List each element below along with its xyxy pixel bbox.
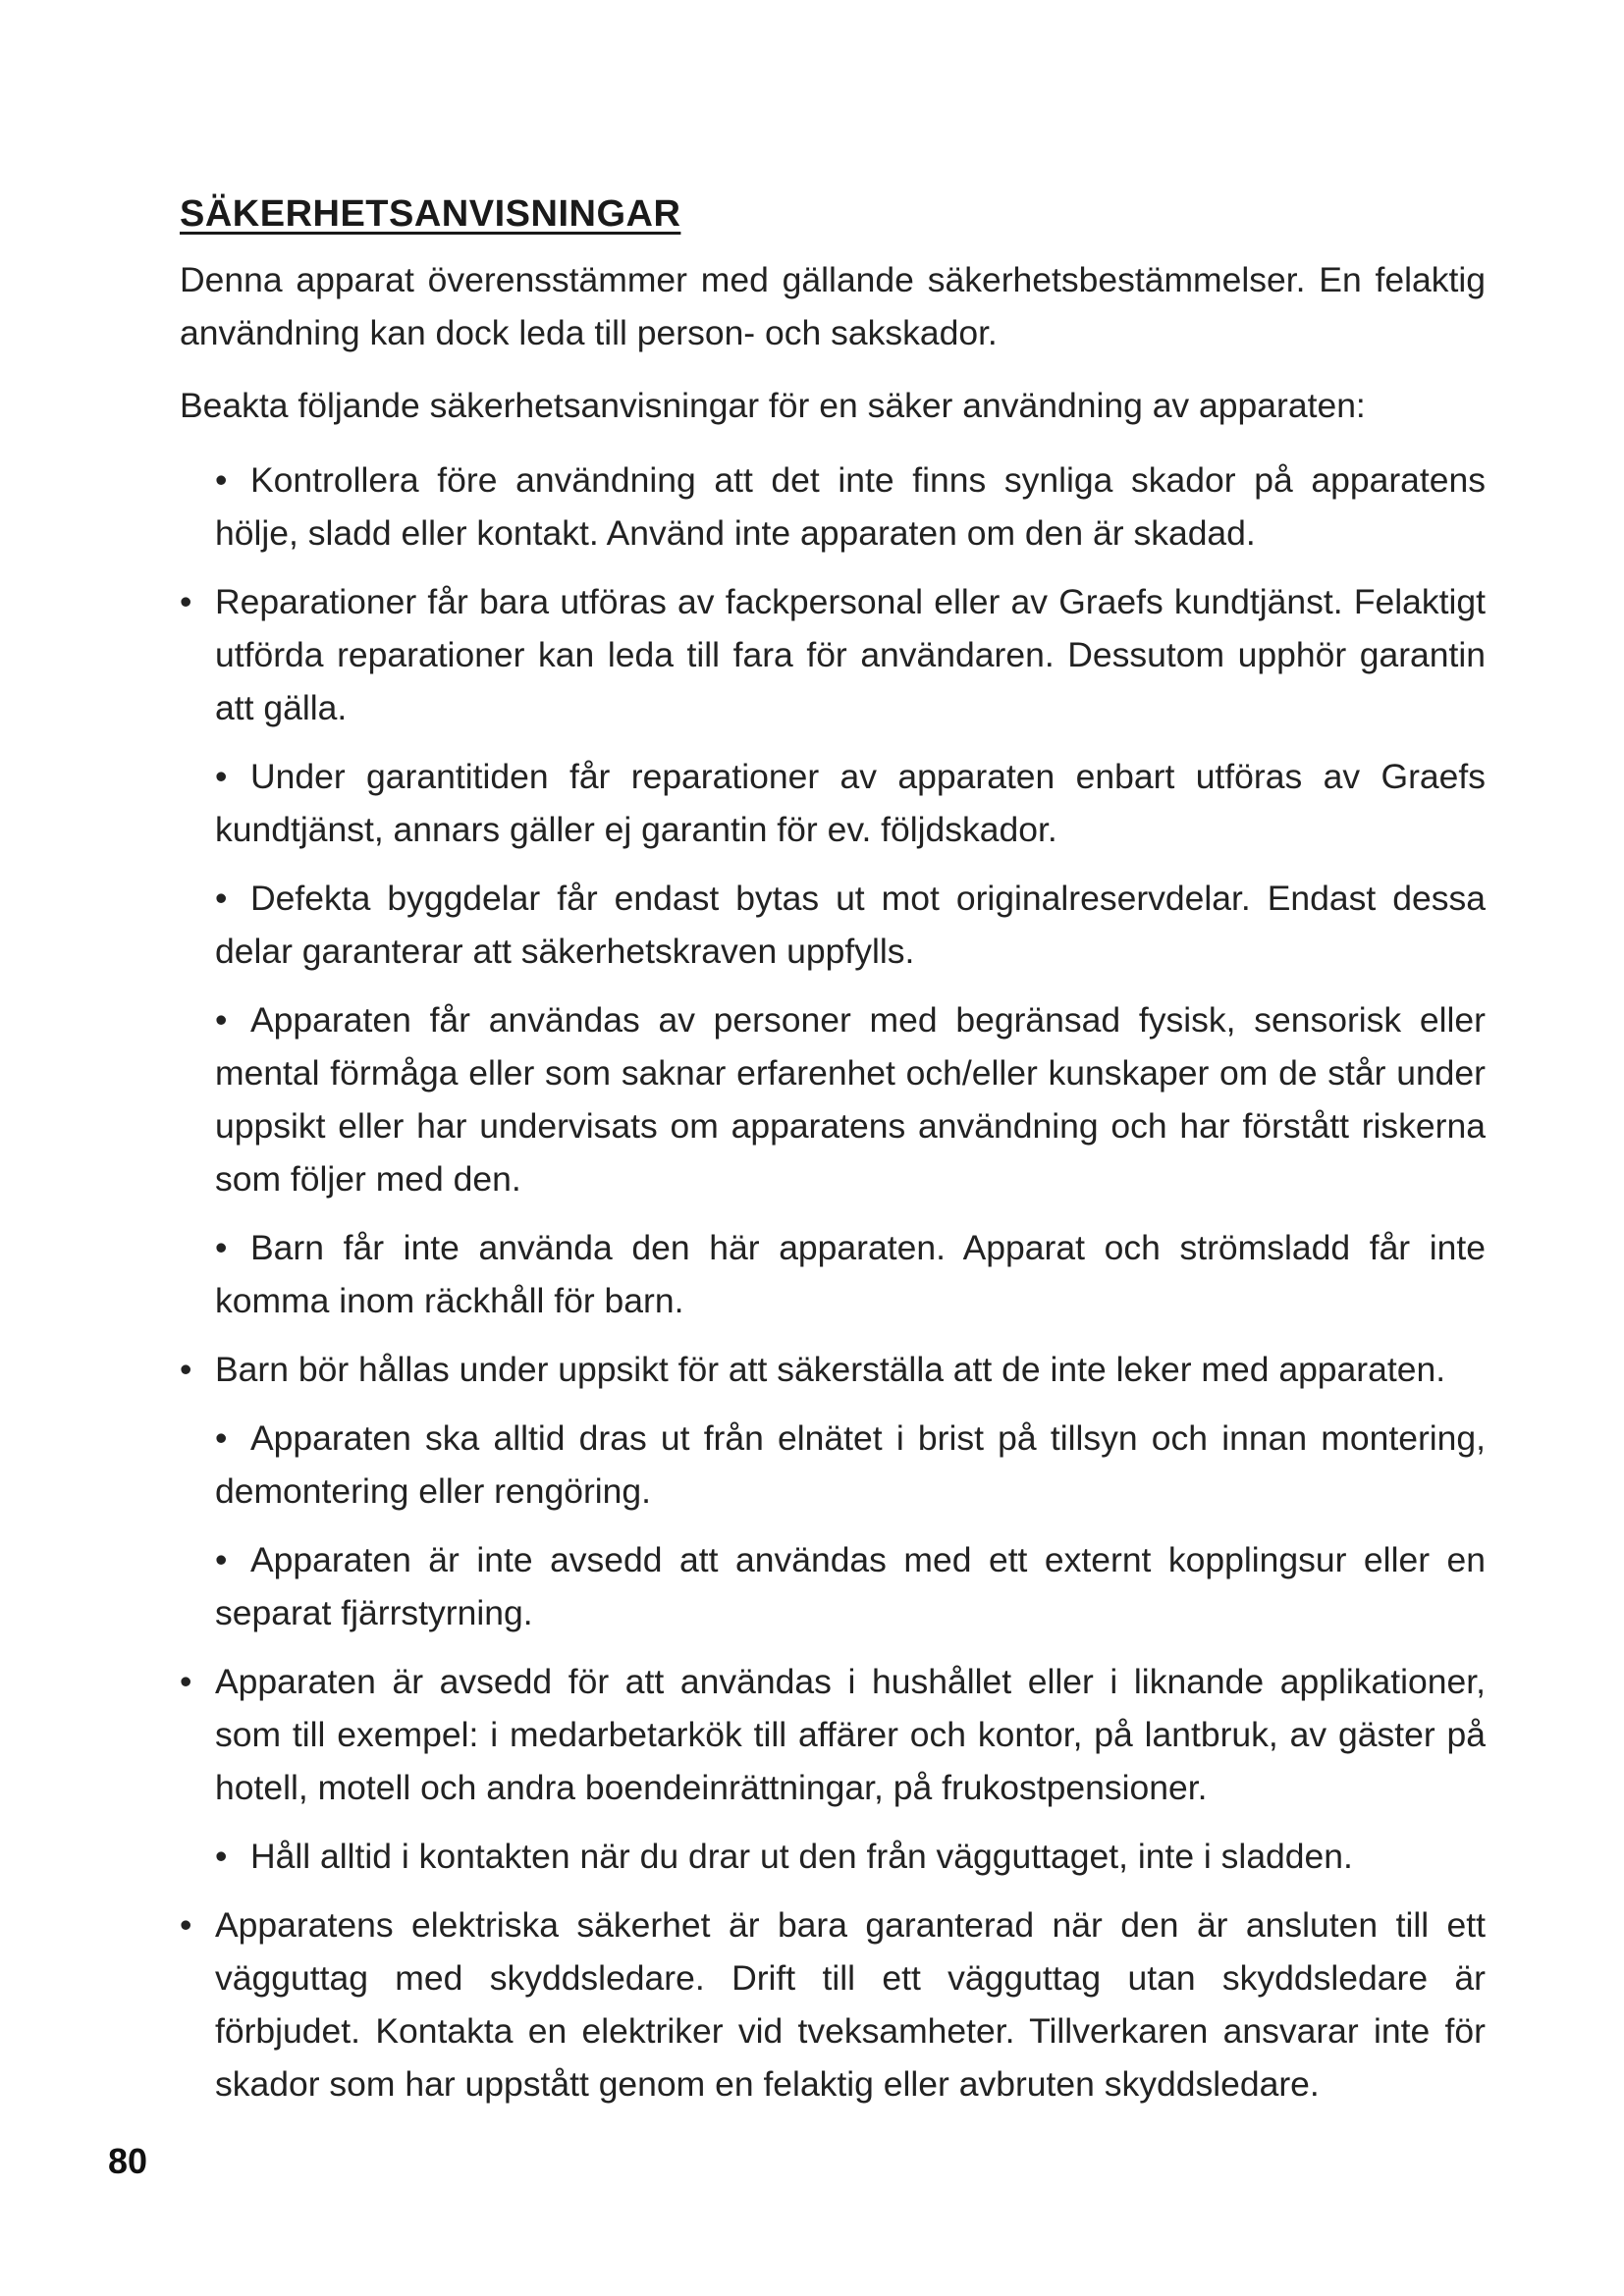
bullet-icon: •: [215, 1228, 228, 1267]
bullet-icon: •: [215, 1418, 228, 1458]
safety-item-text: Barn får inte använda den här apparaten. Apparat och strömsladd får inte komma inom räckhåll för barn.: [215, 1228, 1486, 1320]
safety-item-6: [180, 1221, 1486, 1327]
bullet-icon: •: [180, 1662, 192, 1701]
safety-item-text: Apparatens elektriska säkerhet är bara garanterad när den är ansluten till ett vägguttag med skyddsledare. Drift till ett vägguttag utan skyddsledare är förbjudet. Kontakta en elektriker vid tveksamheter. Tillverkaren ansvarar inte för skador som har uppstått genom en felaktig eller avbruten skyddsledare.: [215, 1905, 1486, 2104]
bullet-icon: •: [215, 879, 228, 918]
safety-item-text: Reparationer får bara utföras av fackpersonal eller av Graefs kundtjänst. Felaktigt utförda reparationer kan leda till fara för användaren. Dessutom upphör garantin att gälla.: [215, 582, 1486, 727]
safety-item-text: Håll alltid i kontakten när du drar ut den från vägguttaget, inte i sladden.: [250, 1837, 1353, 1876]
safety-item-text: Barn bör hållas under uppsikt för att säkerställa att de inte leker med apparaten.: [215, 1350, 1446, 1389]
section-heading: SÄKERHETSANVISNINGAR: [180, 193, 681, 235]
intro-paragraph-2: Beakta följande säkerhetsanvisningar för en säker användning av apparaten:: [180, 386, 1366, 425]
safety-item-10: [180, 1655, 1486, 1814]
bullet-icon: •: [215, 757, 228, 796]
safety-item-text: Apparaten är inte avsedd att användas med ett externt kopplingsur eller en separat fjärrstyrning.: [215, 1540, 1486, 1632]
safety-content: [180, 253, 1486, 2126]
safety-item-7: [180, 1343, 1486, 1396]
safety-item-8: [180, 1412, 1486, 1518]
safety-item-text: Kontrollera före användning att det inte finns synliga skador på apparatens hölje, sladd eller kontakt. Använd inte apparaten om den är skadad.: [215, 460, 1486, 553]
safety-item-5: [180, 993, 1486, 1205]
safety-item-2: [180, 575, 1486, 734]
safety-item-11: [180, 1830, 1486, 1883]
intro-paragraph-1: Denna apparat överensstämmer med gällande säkerhetsbestämmelser. En felaktig användning kan dock leda till person- och sakskador.: [180, 260, 1486, 352]
bullet-icon: •: [215, 460, 228, 500]
safety-item-text: Defekta byggdelar får endast bytas ut mot originalreservdelar. Endast dessa delar garanterar att säkerhetskraven uppfylls.: [215, 879, 1486, 971]
bullet-icon: •: [180, 1350, 192, 1389]
safety-item-4: [180, 872, 1486, 978]
safety-item-text: Apparaten får användas av personer med begränsad fysisk, sensorisk eller mental förmåga eller som saknar erfarenhet och/eller kunskaper om de står under uppsikt eller har undervisats om apparatens användning och har förstått riskerna som följer med den.: [215, 1000, 1486, 1199]
bullet-icon: •: [180, 1905, 192, 1945]
safety-item-9: [180, 1533, 1486, 1639]
safety-item-3: [180, 750, 1486, 856]
bullet-icon: •: [180, 582, 192, 621]
safety-item-text: Apparaten ska alltid dras ut från elnätet i brist på tillsyn och innan montering, demontering eller rengöring.: [215, 1418, 1486, 1511]
safety-item-1: [180, 454, 1486, 560]
bullet-icon: •: [215, 1837, 228, 1876]
page-number: 80: [108, 2141, 148, 2181]
bullet-icon: •: [215, 1540, 228, 1579]
bullet-icon: •: [215, 1000, 228, 1040]
safety-item-12: [180, 1898, 1486, 2110]
safety-item-text: Apparaten är avsedd för att användas i hushållet eller i liknande applikationer, som till exempel: i medarbetarkök till affärer och kontor, på lantbruk, av gäster på hotell, motell och andra boendeinrättningar, på frukostpensioner.: [215, 1662, 1486, 1807]
safety-item-text: Under garantitiden får reparationer av apparaten enbart utföras av Graefs kundtjänst, annars gäller ej garantin för ev. följdskador.: [215, 757, 1486, 849]
